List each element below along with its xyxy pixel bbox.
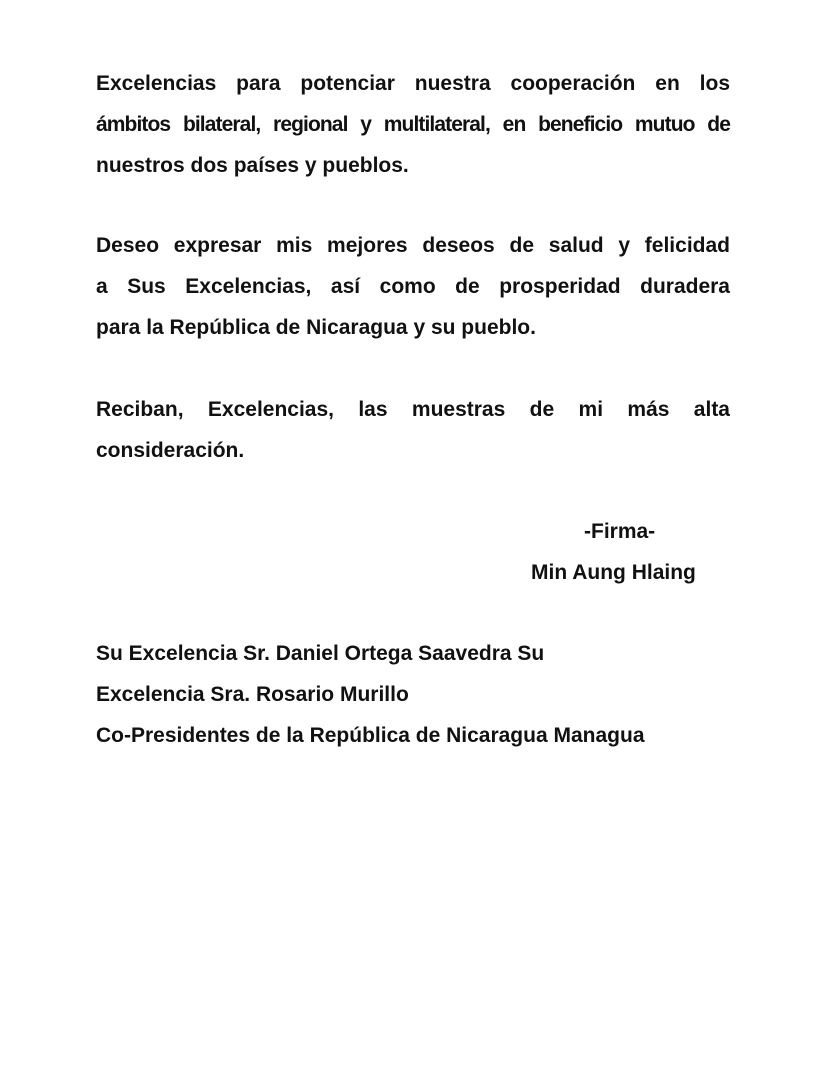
addressee-line: Su Excelencia Sr. Daniel Ortega Saavedra Su [96, 642, 545, 665]
paragraph-line: consideración. [96, 439, 245, 462]
paragraph-line: Reciban, Excelencias, las muestras de mi más alta [96, 398, 730, 421]
paragraph-line: Excelencias para potenciar nuestra cooperación en los [96, 72, 730, 95]
paragraph-line: ámbitos bilateral, regional y multilateral, en beneficio mutuo de [96, 113, 730, 136]
addressee-line: Excelencia Sra. Rosario Murillo [96, 683, 409, 706]
addressee-line: Co-Presidentes de la República de Nicaragua Managua [96, 724, 645, 747]
paragraph-line: a Sus Excelencias, así como de prosperidad duradera [96, 275, 730, 298]
paragraph-wishes [96, 225, 730, 348]
paragraph-line: Deseo expresar mis mejores deseos de salud y felicidad [96, 234, 730, 257]
addressee-block [96, 633, 645, 756]
paragraph-line: nuestros dos países y pueblos. [96, 154, 409, 177]
signer-name: Min Aung Hlaing [531, 561, 696, 584]
paragraph-closing [96, 389, 730, 471]
paragraph-line: para la República de Nicaragua y su pueblo. [96, 316, 536, 339]
signature-mark: -Firma- [584, 520, 656, 543]
paragraph-cooperation [96, 63, 730, 186]
